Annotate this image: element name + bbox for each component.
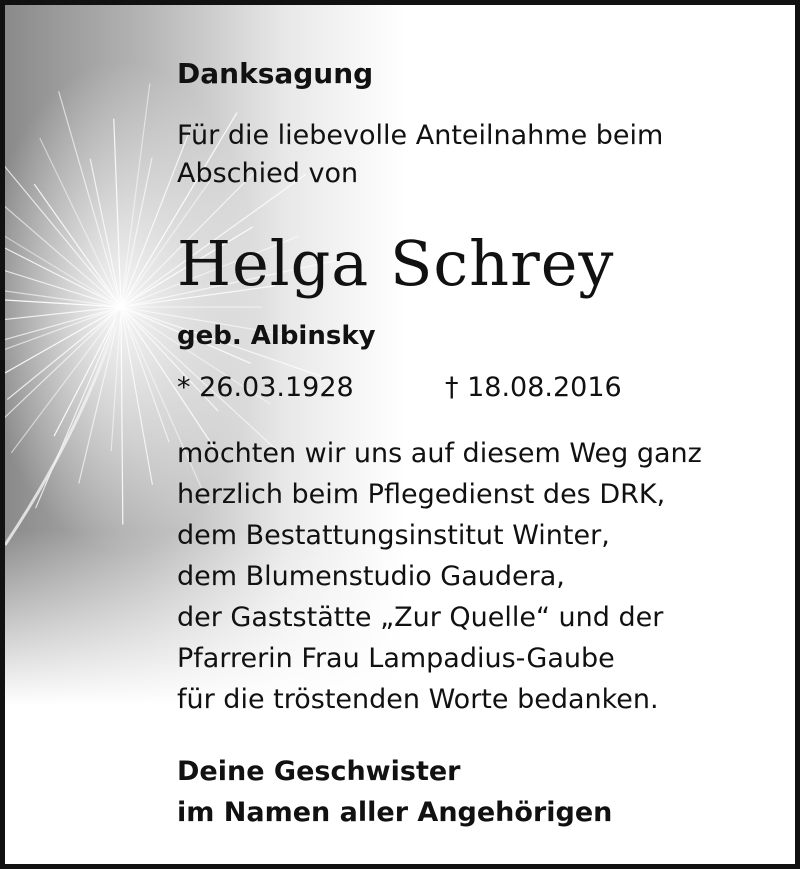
signature-line: im Namen aller Angehörigen xyxy=(177,797,613,828)
thanks-text xyxy=(177,433,702,720)
intro-line: Abschied von xyxy=(177,158,359,189)
thanks-line: dem Blumenstudio Gaudera, xyxy=(177,561,565,592)
thanks-line: der Gaststätte „Zur Quelle“ und der xyxy=(177,602,664,633)
thanks-line: dem Bestattungsinstitut Winter, xyxy=(177,520,610,551)
thanks-line: herzlich beim Pflegedienst des DRK, xyxy=(177,479,666,510)
maiden-name: geb. Albinsky xyxy=(177,321,376,351)
birth-date: * 26.03.1928 xyxy=(177,372,354,403)
death-date: † 18.08.2016 xyxy=(445,372,622,403)
signature xyxy=(177,751,612,833)
thanks-line: für die tröstenden Worte bedanken. xyxy=(177,684,659,715)
intro-text xyxy=(177,117,663,193)
thanks-line: möchten wir uns auf diesem Weg ganz xyxy=(177,438,702,469)
intro-line: Für die liebevolle Anteilnahme beim xyxy=(177,120,664,151)
thanks-line: Pfarrerin Frau Lampadius-Gaube xyxy=(177,643,615,674)
deceased-name: Helga Schrey xyxy=(177,227,615,300)
signature-line: Deine Geschwister xyxy=(177,756,461,787)
notice-heading: Danksagung xyxy=(177,57,374,90)
